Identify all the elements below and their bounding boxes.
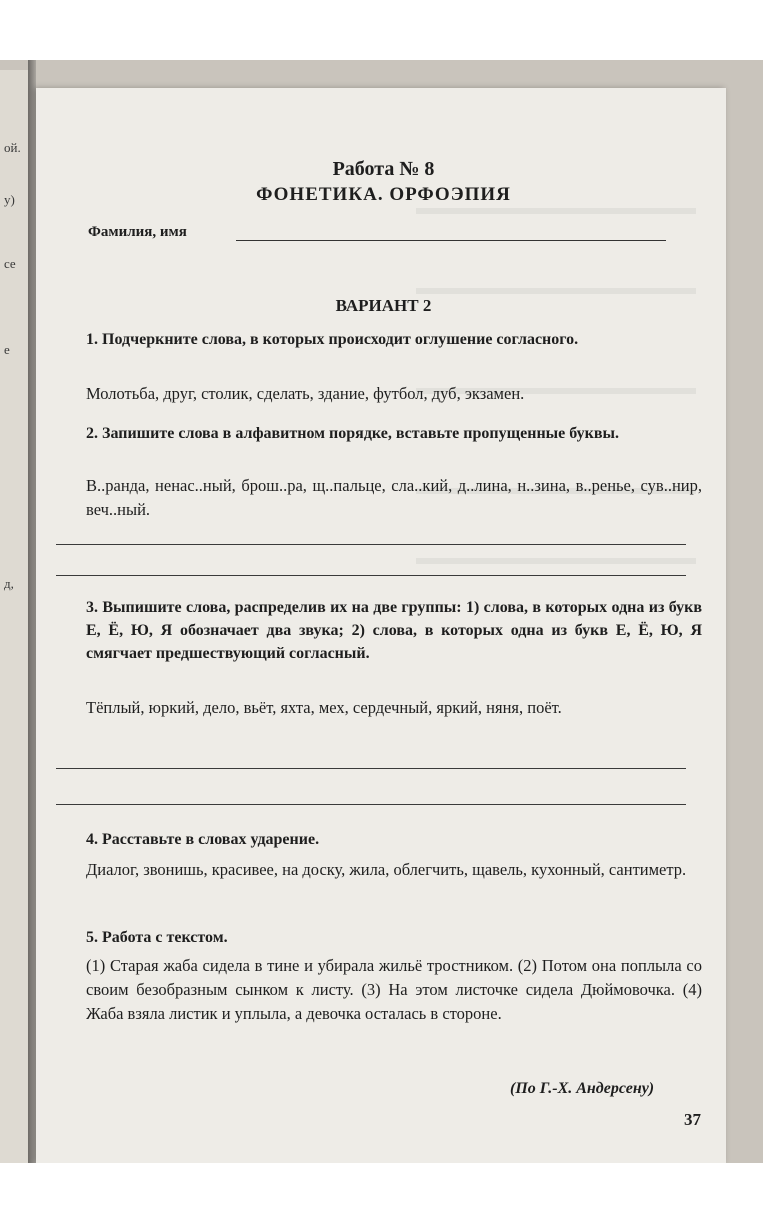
bleed-through	[416, 288, 696, 294]
left-page-fragment: ой.	[4, 140, 21, 155]
task-2-prompt: 2. Запишите слова в алфавитном порядке, вставьте пропущенные буквы.	[86, 425, 619, 442]
name-answer-line[interactable]	[236, 240, 666, 241]
task-5-text: (1) Старая жаба сидела в тине и убирала жильё тростником. (2) Потом она поплыла со своим безобразным сынком к листу. (3) На этом листочке сидела Дюймовочка. (4) Жаба взяла листик и уплыла, а девочка осталась в стороне.	[86, 956, 702, 1023]
task-3-prompt: 3. Выпишите слова, распределив их на две группы: 1) слова, в которых одна из букв Е, Ё, Ю, Я обозначает два звука; 2) слова, в которых одна из букв Е, Ё, Ю, Я смягчает предшествующий согласный.	[86, 599, 702, 662]
name-label: Фамилия, имя	[88, 224, 187, 240]
left-page-edge	[0, 70, 29, 1163]
task-1-words: Молотьба, друг, столик, сделать, здание, футбол, дуб, экзамен.	[86, 384, 525, 403]
left-page-fragment: се	[4, 256, 16, 271]
task-1-prompt: 1. Подчеркните слова, в которых происходит оглушение согласного.	[86, 331, 579, 348]
task-4-words: Диалог, звонишь, красивее, на доску, жила, облегчить, щавель, кухонный, сантиметр.	[86, 860, 687, 879]
answer-line[interactable]	[56, 575, 686, 576]
answer-line[interactable]	[56, 768, 686, 769]
work-title: Работа № 8	[332, 158, 435, 180]
bleed-through	[416, 208, 696, 214]
page-number: 37	[684, 1110, 701, 1129]
answer-line[interactable]	[56, 544, 686, 545]
workbook-page	[36, 88, 726, 1163]
left-page-fragment: е	[4, 342, 10, 357]
left-page-fragment: у)	[4, 192, 15, 207]
task-5-prompt: 5. Работа с текстом.	[86, 929, 228, 946]
citation: (По Г.-Х. Андерсену)	[510, 1080, 655, 1097]
left-page-fragment: д,	[4, 576, 14, 591]
task-4-prompt: 4. Расставьте в словах ударение.	[86, 831, 320, 848]
task-2-words: В..ранда, ненас..ный, брош..ра, щ..пальце, сла..кий, д..лина, н..зина, в..ренье, сув..нир, веч..ный.	[86, 476, 702, 519]
task-3-words: Тёплый, юркий, дело, вьёт, яхта, мех, сердечный, яркий, няня, поёт.	[86, 698, 562, 717]
answer-line[interactable]	[56, 804, 686, 805]
bleed-through	[416, 558, 696, 564]
photo-background	[0, 60, 763, 1163]
topic-title: ФОНЕТИКА. ОРФОЭПИЯ	[256, 184, 511, 205]
variant-heading: ВАРИАНТ 2	[335, 296, 432, 315]
book-spine	[28, 60, 36, 1163]
